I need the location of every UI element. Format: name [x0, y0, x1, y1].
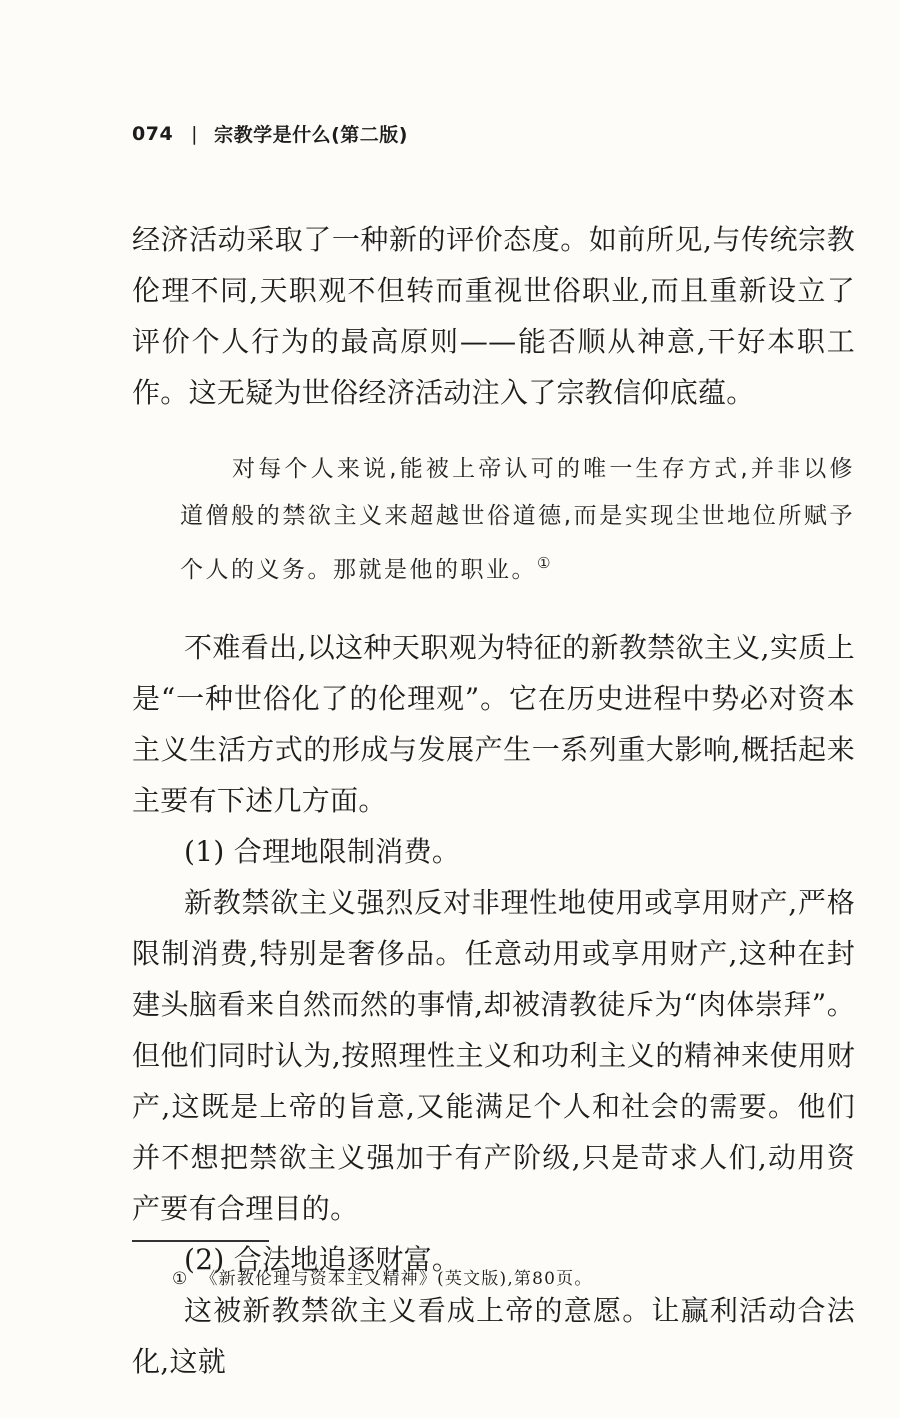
header-separator: | — [191, 122, 199, 145]
footnote-text: 《新教伦理与资本主义精神》(英文版),第80页。 — [200, 1269, 593, 1289]
book-title: 宗教学是什么(第二版) — [214, 124, 408, 146]
paragraph: 这被新教禁欲主义看成上帝的意愿。让赢利活动合法化,这就 — [132, 1294, 855, 1378]
block-quote — [180, 446, 855, 594]
paragraph: 不难看出,以这种天职观为特征的新教禁欲主义,实质上是“一种世俗化了的伦理观”。它在历史进程中势必对资本主义生活方式的形成与发展产生一系列重大影响,概括起来主要有下述几方面。 — [132, 631, 855, 817]
section-heading-1: (1) 合理地限制消费。 — [184, 835, 461, 868]
paragraph: 经济活动采取了一种新的评价态度。如前所见,与传统宗教伦理不同,天职观不但转而重视世俗职业,而且重新设立了评价个人行为的最高原则——能否顺从神意,干好本职工作。这无疑为世俗经济活动注入了宗教信仰底蕴。 — [132, 223, 855, 409]
footnote — [172, 1264, 593, 1289]
footnote-reference[interactable]: ① — [537, 554, 551, 572]
section-heading-2: (2) 合法地追逐财富。 — [184, 1243, 461, 1276]
footnote-marker: ① — [172, 1269, 189, 1289]
running-header — [132, 120, 408, 147]
quote-text — [180, 446, 855, 594]
footnote-divider — [132, 1240, 269, 1242]
quote-body: 对每个人来说,能被上帝认可的唯一生存方式,并非以修道僧般的禁欲主义来超越世俗道德,而是实现尘世地位所赋予个人的义务。那就是他的职业。 — [180, 456, 855, 583]
paragraph: 新教禁欲主义强烈反对非理性地使用或享用财产,严格限制消费,特别是奢侈品。任意动用或享用财产,这种在封建头脑看来自然而然的事情,却被清教徒斥为“肉体崇拜”。但他们同时认为,按照理性主义和功利主义的精神来使用财产,这既是上帝的旨意,又能满足个人和社会的需要。他们并不想把禁欲主义强加于有产阶级,只是苛求人们,动用资产要有合理目的。 — [132, 886, 855, 1225]
page-number: 074 — [132, 122, 174, 145]
body-text-before-quote — [132, 214, 855, 418]
